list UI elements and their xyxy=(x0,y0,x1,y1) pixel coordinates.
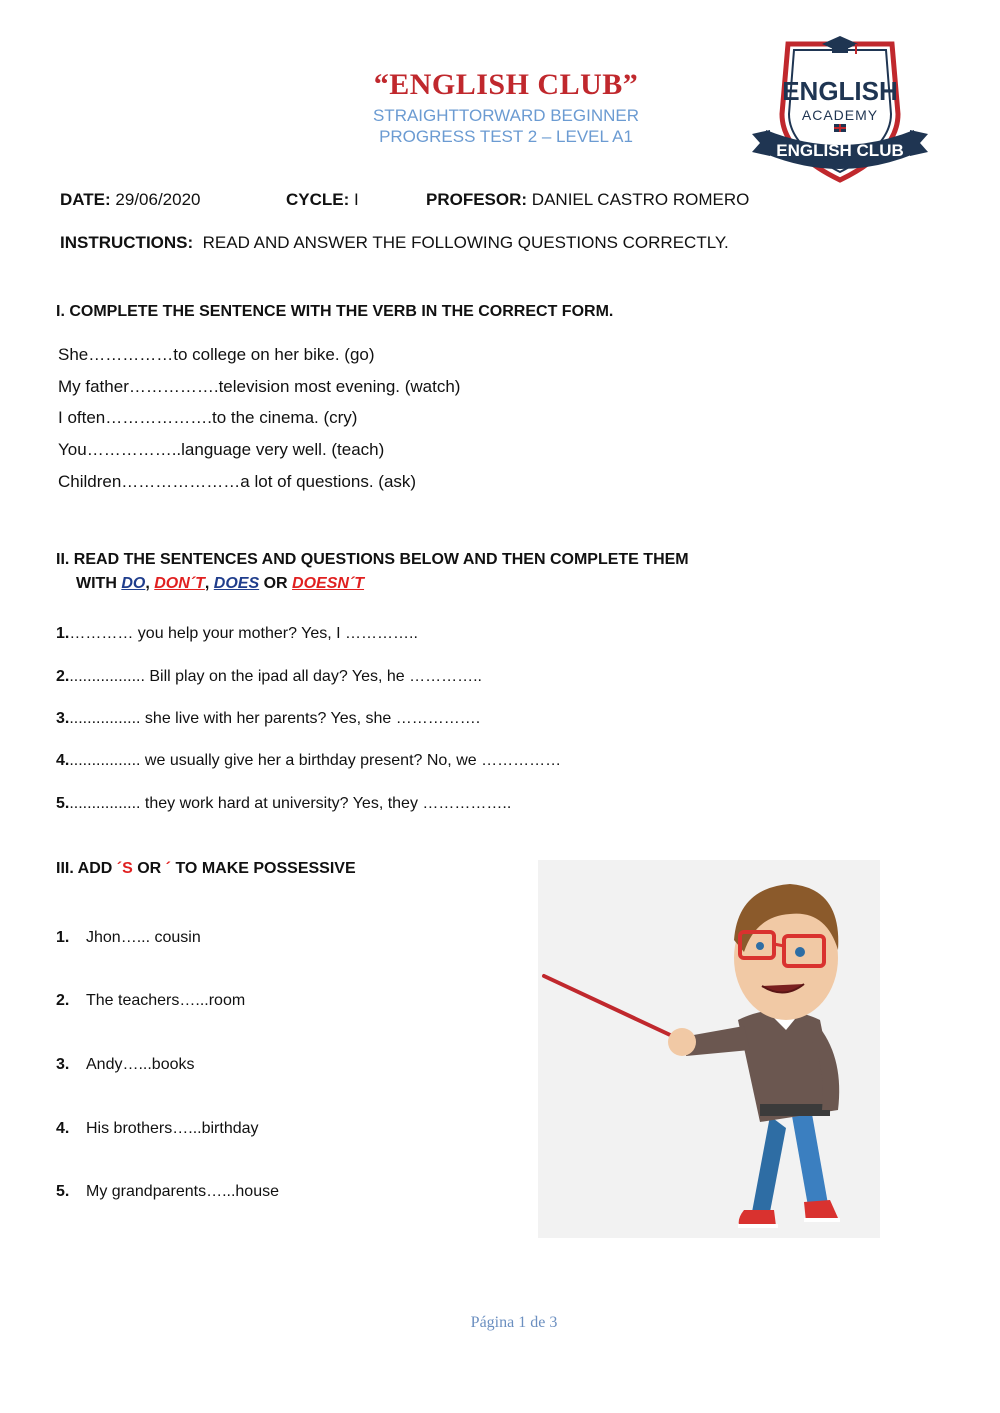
cycle-label: CYCLE: xyxy=(286,190,350,209)
list-item: 1.………… you help your mother? Yes, I ………….. xyxy=(56,625,418,642)
subtitle-line-1: STRAIGHTTORWARD BEGINNER xyxy=(372,106,640,125)
list-item: 3. Andy…...books xyxy=(56,1056,195,1073)
profesor-label: PROFESOR: xyxy=(426,190,528,209)
section-1-line: I often……………….to the cinema. (cry) xyxy=(58,408,358,427)
option-doesnt: DOESN´T xyxy=(292,575,365,592)
list-item: 3................. she live with her parents? Yes, she ……………. xyxy=(56,710,481,727)
page-number: Página 1 de 3 xyxy=(470,1314,558,1331)
list-item: 1. Jhon…... cousin xyxy=(56,929,201,946)
profesor-value: DANIEL CASTRO ROMERO xyxy=(531,190,750,209)
instructions-label: INSTRUCTIONS: xyxy=(60,233,194,252)
logo-ribbon-text: ENGLISH CLUB xyxy=(776,141,904,160)
subtitle-line-2: PROGRESS TEST 2 – LEVEL A1 xyxy=(379,127,633,146)
page-title: “ENGLISH CLUB” xyxy=(373,68,639,101)
section-2-title: II. READ THE SENTENCES AND QUESTIONS BELOW AND THEN COMPLETE THEM xyxy=(56,551,689,568)
date-field xyxy=(60,190,201,210)
option-do: DO xyxy=(121,575,146,592)
cycle-field xyxy=(286,190,359,210)
flag-icon xyxy=(834,124,846,132)
or-label: OR xyxy=(263,575,288,592)
logo-middle-text: ACADEMY xyxy=(801,107,879,123)
option-dont: DON´T xyxy=(154,575,205,592)
date-label: DATE: xyxy=(60,190,111,209)
english-club-logo xyxy=(748,34,932,184)
section-3-title: III. ADD ´S OR ´ TO MAKE POSSESSIVE xyxy=(56,860,356,877)
list-item: 2.................. Bill play on the ipad all day? Yes, he ………….. xyxy=(56,668,482,685)
list-item: 5................. they work hard at university? Yes, they …………….. xyxy=(56,795,512,812)
list-item: 2. The teachers…...room xyxy=(56,992,246,1009)
possessive-apostrophe: ´ xyxy=(165,860,171,877)
instructions-value: READ AND ANSWER THE FOLLOWING QUESTIONS CORRECTLY. xyxy=(202,233,729,252)
section-1-line: My father…………….television most evening. (watch) xyxy=(58,377,461,396)
instructions xyxy=(60,233,729,253)
possessive-s: ´S xyxy=(116,860,133,877)
section-1-line: She……………to college on her bike. (go) xyxy=(58,345,375,364)
profesor-field xyxy=(426,190,749,210)
section-1-line: You……………..language very well. (teach) xyxy=(58,440,385,459)
list-item: 4................. we usually give her a birthday present? No, we …………… xyxy=(56,752,562,769)
list-item: 5. My grandparents…...house xyxy=(56,1183,279,1200)
teacher-with-pointer-icon xyxy=(538,860,880,1238)
date-value: 29/06/2020 xyxy=(115,190,201,209)
cycle-value: I xyxy=(354,190,359,209)
section-1-line: Children…………………a lot of questions. (ask) xyxy=(58,472,417,491)
teacher-illustration xyxy=(538,860,880,1238)
list-item: 4. His brothers…...birthday xyxy=(56,1120,259,1137)
option-does: DOES xyxy=(213,575,260,592)
logo-top-text: ENGLISH xyxy=(782,76,898,106)
section-2-options: WITH DO, DON´T, DOES OR DOESN´T xyxy=(76,575,365,592)
with-label: WITH xyxy=(76,575,117,592)
section-1-title: I. COMPLETE THE SENTENCE WITH THE VERB IN THE CORRECT FORM. xyxy=(56,303,614,320)
